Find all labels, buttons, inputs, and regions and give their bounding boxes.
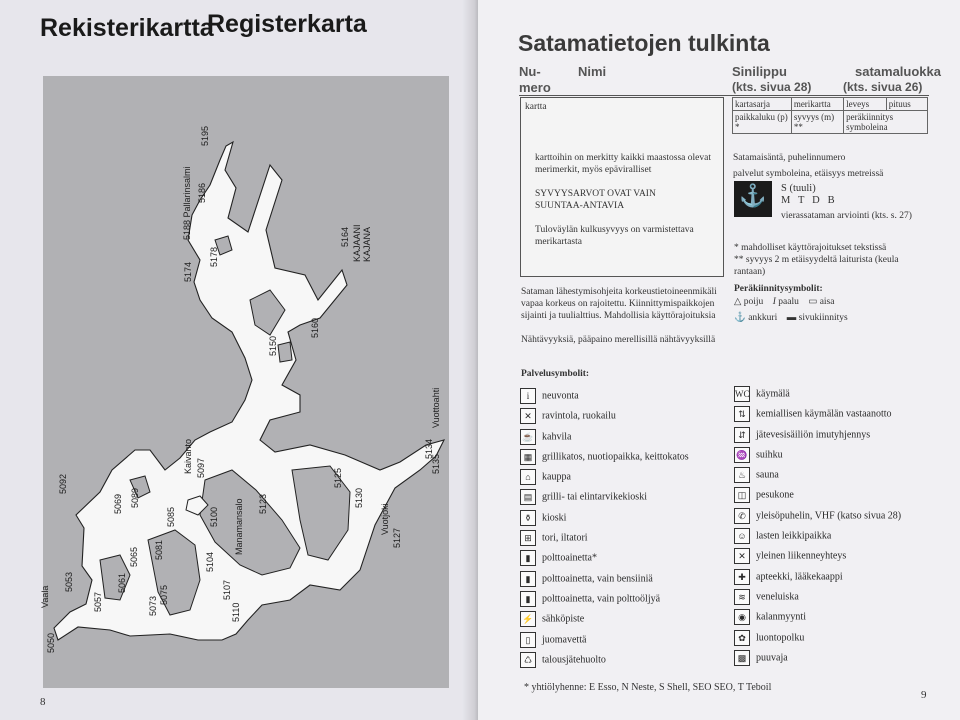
- island: [278, 342, 292, 362]
- service-icon: ✕: [734, 548, 750, 564]
- map-label: 5050: [46, 632, 56, 653]
- service-icon: ▦: [520, 449, 536, 465]
- service-item: [734, 467, 901, 487]
- map-label: 5085: [166, 506, 176, 527]
- service-icon: ⌂: [520, 469, 536, 485]
- service-icon: ◉: [734, 609, 750, 625]
- footnote-2: ** syvyys 2 m etäisyydeltä laiturista (keula rantaan): [734, 255, 899, 277]
- service-label: kemiallisen käymälän vastaanotto: [756, 408, 892, 420]
- service-item: [734, 548, 901, 568]
- service-label: puuvaja: [756, 652, 788, 664]
- service-item: [734, 630, 901, 650]
- map-label: 5069: [113, 493, 123, 514]
- service-item: [520, 408, 689, 428]
- service-item: [520, 530, 689, 550]
- cell: paikkaluku (p) *: [733, 111, 792, 134]
- service-label: kalanmyynti: [756, 611, 806, 623]
- map-label: 5107: [222, 579, 232, 600]
- ankkuri-label: ankkuri: [748, 313, 778, 323]
- page-number-left: 8: [40, 696, 46, 708]
- vierassatama: vierassataman arviointi (kts. s. 27): [781, 211, 912, 221]
- title-fi: Rekisterikartta: [40, 14, 214, 42]
- service-icon: ✚: [734, 569, 750, 585]
- service-label: polttoainetta, vain polttoöljyä: [542, 593, 661, 605]
- map-label: 5075: [159, 584, 169, 605]
- service-label: talousjätehuolto: [542, 654, 606, 666]
- service-icon: ♨: [734, 467, 750, 483]
- service-icon: ✆: [734, 508, 750, 524]
- satama-line2: palvelut symboleina, etäisyys metreissä: [733, 169, 884, 179]
- service-icon: ♒: [734, 447, 750, 463]
- service-item: [734, 386, 901, 406]
- service-icon: ⚡: [520, 611, 536, 627]
- map-label: 5150: [268, 335, 278, 356]
- map-label: 5188 Pallarinsalmi: [182, 166, 192, 240]
- palvelu-title: Palvelusymbolit:: [521, 369, 590, 379]
- lake-map-svg: [43, 76, 449, 688]
- paalu-label: paalu: [778, 297, 799, 307]
- service-label: grilli- tai elintarvikekioski: [542, 491, 647, 503]
- map-label: 5089: [130, 487, 140, 508]
- service-icon: ✕: [520, 408, 536, 424]
- sivukiinnitys-label: sivukiinnitys: [798, 313, 848, 323]
- service-label: sähköpiste: [542, 613, 585, 625]
- map-label: 5097: [196, 457, 206, 478]
- footer-note: * yhtiölyhenne: E Esso, N Neste, S Shell, SEO SEO, T Teboil: [524, 682, 772, 693]
- col-numero: Nu- mero: [519, 64, 551, 95]
- service-label: juomavettä: [542, 633, 587, 645]
- cell: peräkiinnitys symboleina: [844, 111, 928, 134]
- map-label: 5186: [197, 182, 207, 203]
- service-item: [520, 469, 689, 489]
- service-icon: ✿: [734, 630, 750, 646]
- service-label: yleinen liikenneyhteys: [756, 550, 847, 562]
- service-item: [734, 569, 901, 589]
- service-label: sauna: [756, 469, 779, 481]
- service-icon: ⚱: [520, 510, 536, 526]
- map-label: 5057: [93, 591, 103, 612]
- map-label: 5135: [431, 453, 441, 474]
- service-label: ravintola, ruokailu: [542, 410, 616, 422]
- service-label: kauppa: [542, 471, 571, 483]
- nahtavyys-note: Nähtävyyksiä, pääpaino merellisillä nähtävyyksillä: [521, 335, 716, 345]
- map-label: KAJAANI: [352, 224, 362, 262]
- aisa-label: aisa: [819, 297, 835, 307]
- col-nimi: Nimi: [578, 64, 607, 79]
- map-label: 5092: [58, 473, 68, 494]
- map-label: 5125: [333, 467, 343, 488]
- service-item: [734, 427, 901, 447]
- service-item: [520, 652, 689, 672]
- service-label: polttoainetta*: [542, 552, 597, 564]
- map-label: 5164: [340, 226, 350, 247]
- service-icon: ⇅: [734, 406, 750, 422]
- perakiinnitys-row1: △ poiju I paalu ▭ aisa: [734, 297, 835, 307]
- service-item: [520, 550, 689, 570]
- map-label: 5110: [231, 602, 241, 622]
- service-label: käymälä: [756, 388, 790, 400]
- key-line2: SYVYYSARVOT OVAT VAIN SUUNTAA-ANTAVIA: [535, 189, 656, 211]
- map-label: 5127: [392, 527, 402, 548]
- map-label: Manamansalo: [234, 498, 244, 555]
- poiju-label: poiju: [743, 297, 764, 307]
- perakiinnitys-row2: ⚓ ankkuri ▬ sivukiinnitys: [734, 313, 848, 323]
- map-label: 5081: [154, 539, 164, 560]
- service-icon: ▮: [520, 591, 536, 607]
- service-label: pesukone: [756, 489, 794, 501]
- service-label: tori, iltatori: [542, 532, 588, 544]
- map-label: 5195: [200, 125, 210, 146]
- map-label: 5130: [354, 487, 364, 508]
- service-item: [520, 591, 689, 611]
- map-label: Vuottoahti: [431, 387, 441, 428]
- satama-line1: Satamaisäntä, puhelinnumero: [733, 153, 846, 163]
- service-item: [734, 650, 901, 670]
- cell: merikartta: [791, 98, 843, 111]
- perakiinnitys-title: Peräkiinnitysymbolit:: [734, 284, 823, 294]
- anchor-icon: ⚓: [734, 181, 772, 217]
- service-item: [734, 487, 901, 507]
- left-page: [0, 0, 478, 720]
- service-item: [520, 489, 689, 509]
- service-icon: ▯: [520, 632, 536, 648]
- footnote-1: * mahdolliset käyttörajoitukset tekstissä: [734, 243, 887, 253]
- service-item: [520, 611, 689, 631]
- service-item: [520, 571, 689, 591]
- map-label: 5065: [129, 546, 139, 567]
- service-label: grillikatos, nuotiopaikka, keittokatos: [542, 451, 689, 463]
- map-label: Vuotjoki: [380, 503, 390, 535]
- map-label: 5123: [258, 493, 268, 514]
- col-satamaluokka: satamaluokka: [855, 64, 941, 79]
- approach-paragraph: Sataman lähestymisohjeita korkeustietoineenmikäli vapaa korkeus on rajoitettu. Kiinnittymispaikkojen sijainti ja tuulialttius. Mahdollisia käyttörajoituksia: [521, 287, 717, 321]
- service-label: polttoainetta, vain bensiiniä: [542, 572, 653, 584]
- service-icon: ♺: [520, 652, 536, 668]
- service-icon: ▮: [520, 550, 536, 566]
- cell: pituus: [886, 98, 927, 111]
- services-right: [734, 386, 901, 670]
- service-item: [734, 447, 901, 467]
- key-line1: karttoihin on merkitty kaikki maastossa olevat merimerkit, myös epäviralliset: [535, 153, 711, 175]
- service-icon: ◫: [734, 487, 750, 503]
- service-icon: ▮: [520, 571, 536, 587]
- cell: kartasarja: [733, 98, 792, 111]
- map-label: 5100: [209, 506, 219, 527]
- service-item: [734, 508, 901, 528]
- service-item: [734, 589, 901, 609]
- page-number-right: 9: [921, 689, 927, 701]
- service-label: veneluiska: [756, 591, 799, 603]
- key-line3: Tuloväylän kulkusyvyys on varmistettava merikartasta: [535, 225, 694, 247]
- service-item: [734, 609, 901, 629]
- service-icon: ▩: [734, 650, 750, 666]
- service-item: [520, 449, 689, 469]
- service-label: neuvonta: [542, 390, 579, 402]
- register-map: [43, 76, 449, 688]
- map-label: 5174: [183, 261, 193, 282]
- service-icon: ⇵: [734, 427, 750, 443]
- service-icon: ☕: [520, 429, 536, 445]
- map-label: Kaivanto: [183, 438, 193, 474]
- services-left: [520, 388, 689, 672]
- service-item: [520, 510, 689, 530]
- service-label: luontopolku: [756, 631, 805, 643]
- service-label: jätevesisäiliön imutyhjennys: [756, 428, 871, 440]
- key-corner: kartta: [525, 102, 547, 112]
- map-label: 5073: [148, 595, 158, 616]
- service-label: yleisöpuhelin, VHF (katso sivua 28): [756, 510, 902, 522]
- service-icon: ▤: [520, 489, 536, 505]
- service-icon: i: [520, 388, 536, 404]
- anchor-label: S (tuuli): [781, 183, 816, 194]
- map-label: 5178: [209, 246, 219, 267]
- service-label: kioski: [542, 512, 567, 524]
- service-item: [734, 528, 901, 548]
- service-icon: ≋: [734, 589, 750, 605]
- map-label: 5061: [117, 572, 127, 593]
- cell: syvyys (m) **: [791, 111, 843, 134]
- cell: leveys: [844, 98, 887, 111]
- col-sinilippu-ref: (kts. sivua 28): [732, 80, 812, 94]
- service-label: lasten leikkipaikka: [756, 530, 832, 542]
- page-title: Satamatietojen tulkinta: [518, 30, 770, 56]
- service-label: suihku: [756, 449, 783, 461]
- service-icon: ⊞: [520, 530, 536, 546]
- title-sv: Registerkarta: [207, 10, 367, 38]
- service-label: kahvila: [542, 430, 572, 442]
- col-sinilippu: Sinilippu: [732, 64, 787, 79]
- service-icon: WC: [734, 386, 750, 402]
- map-label: 5104: [205, 551, 215, 572]
- map-label: 5134: [424, 438, 434, 459]
- service-icon: ☺: [734, 528, 750, 544]
- map-label: Vaala: [40, 585, 50, 608]
- key-box: [520, 97, 724, 277]
- col-satamaluokka-ref: (kts. sivua 26): [843, 80, 923, 94]
- header-rule: [519, 95, 929, 96]
- service-item: [520, 429, 689, 449]
- service-item: [520, 632, 689, 652]
- map-label: KAJANA: [362, 226, 372, 262]
- service-item: [520, 388, 689, 408]
- service-label: apteekki, lääkekaappi: [756, 570, 843, 582]
- service-letters: M T D B: [781, 195, 835, 206]
- info-table: [732, 97, 928, 134]
- map-label: 5160: [310, 317, 320, 338]
- map-label: 5053: [64, 571, 74, 592]
- service-item: [734, 406, 901, 426]
